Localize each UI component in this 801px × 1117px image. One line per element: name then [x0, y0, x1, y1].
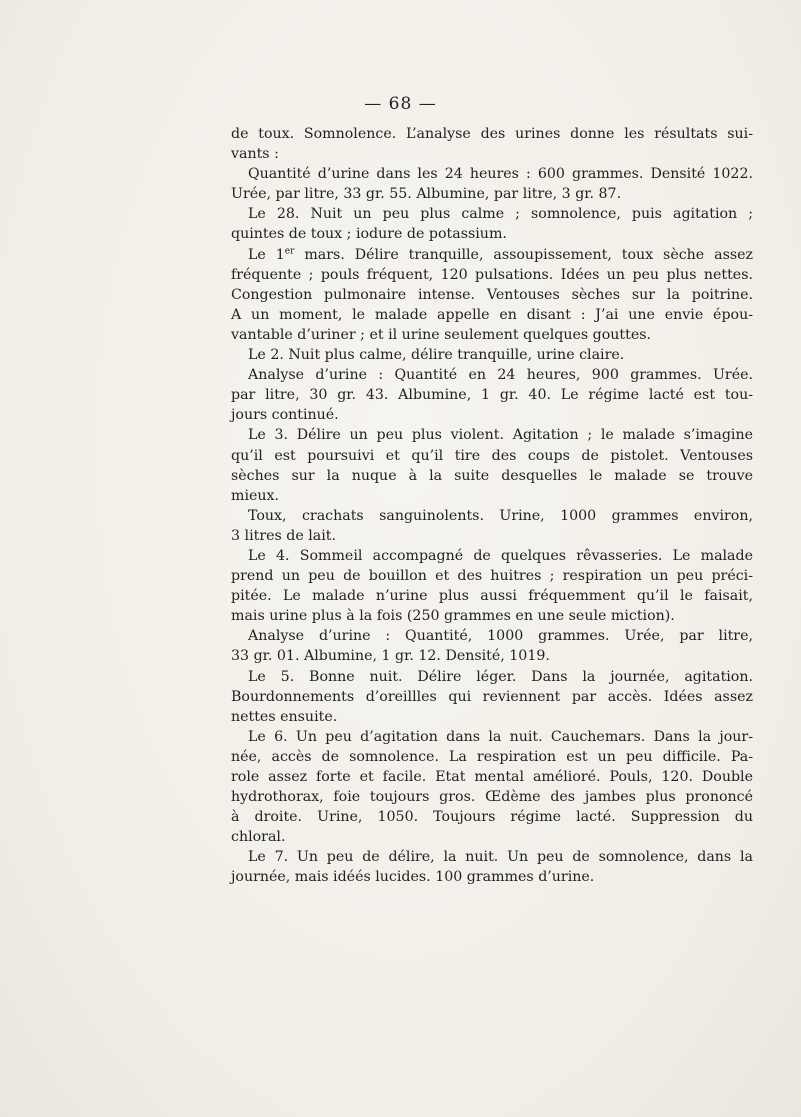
text-line: Bourdonnements d’oreillles qui reviennent par accès. Idées assez: [231, 688, 753, 705]
text-line: née, accès de somnolence. La respiration est un peu difficile. Pa-: [231, 748, 753, 765]
text-line: 3 litres de lait.: [231, 527, 337, 544]
text-line: Toux, crachats sanguinolents. Urine, 1000 grammes environ,: [248, 507, 753, 524]
text-line: nettes ensuite.: [231, 708, 338, 725]
text-line: 33 gr. 01. Albumine, 1 gr. 12. Densité, 1019.: [231, 648, 550, 665]
text-line: Le 1er mars. Délire tranquille, assoupissement, toux sèche assez: [248, 245, 754, 263]
text-line: Le 6. Un peu d’agitation dans la nuit. Cauchemars. Dans la jour-: [248, 728, 753, 745]
text-line: Urée, par litre, 33 gr. 55. Albumine, par litre, 3 gr. 87.: [231, 186, 622, 203]
text-line: A un moment, le malade appelle en disant : J’ai une envie épou-: [231, 306, 753, 323]
text-line: mieux.: [231, 487, 280, 504]
text-line: Analyse d’urine : Quantité en 24 heures, 900 grammes. Urée.: [248, 367, 753, 384]
text-line: Le 3. Délire un peu plus violent. Agitation ; le malade s’imagine: [248, 427, 753, 444]
text-line: Le 28. Nuit un peu plus calme ; somnolence, puis agitation ;: [248, 206, 753, 223]
text-line: journée, mais idéés lucides. 100 grammes d’urine.: [231, 869, 595, 886]
text-line: jours continué.: [231, 407, 339, 424]
text-line: chloral.: [231, 829, 286, 846]
text-line: Le 4. Sommeil accompagné de quelques rêvasseries. Le malade: [248, 547, 753, 564]
text-line: vantable d’uriner ; et il urine seulement quelques gouttes.: [231, 326, 652, 343]
text-line: à droite. Urine, 1050. Toujours régime lacté. Suppression du: [231, 809, 753, 826]
text-line: sèches sur la nuque à la suite desquelles le malade se trouve: [231, 467, 753, 484]
text-line: vants :: [231, 146, 279, 163]
text-line: Quantité d’urine dans les 24 heures : 600 grammes. Densité 1022.: [248, 166, 753, 183]
page-number: — 68 —: [364, 94, 437, 114]
text-line: prend un peu de bouillon et des huitres ; respiration un peu préci-: [231, 568, 753, 585]
text-line: mais urine plus à la fois (250 grammes en une seule miction).: [231, 608, 675, 625]
text-line: Le 2. Nuit plus calme, délire tranquille, urine claire.: [248, 347, 625, 364]
text-line: Analyse d’urine : Quantité, 1000 grammes. Urée, par litre,: [248, 628, 753, 645]
text-line: pitée. Le malade n’urine plus aussi fréquemment qu’il le faisait,: [231, 588, 753, 605]
text-line: Le 7. Un peu de délire, la nuit. Un peu de somnolence, dans la: [248, 849, 753, 866]
text-line: fréquente ; pouls fréquent, 120 pulsations. Idées un peu plus nettes.: [231, 266, 753, 283]
text-line: Congestion pulmonaire intense. Ventouses sèches sur la poitrine.: [231, 286, 753, 303]
text-line: hydrothorax, foie toujours gros. Œdème des jambes plus prononcé: [231, 789, 753, 806]
text-line: de toux. Somnolence. L’analyse des urines donne les résultats sui-: [231, 126, 753, 142]
text-line: role assez forte et facile. Etat mental amélioré. Pouls, 120. Double: [231, 769, 753, 785]
text-line: quintes de toux ; iodure de potassium.: [231, 226, 507, 243]
text-line: qu’il est poursuivi et qu’il tire des coups de pistolet. Ventouses: [231, 447, 753, 464]
body-text: [231, 124, 753, 888]
text-line: Le 5. Bonne nuit. Délire léger. Dans la journée, agitation.: [248, 668, 753, 685]
text-line: par litre, 30 gr. 43. Albumine, 1 gr. 40. Le régime lacté est tou-: [231, 387, 753, 404]
